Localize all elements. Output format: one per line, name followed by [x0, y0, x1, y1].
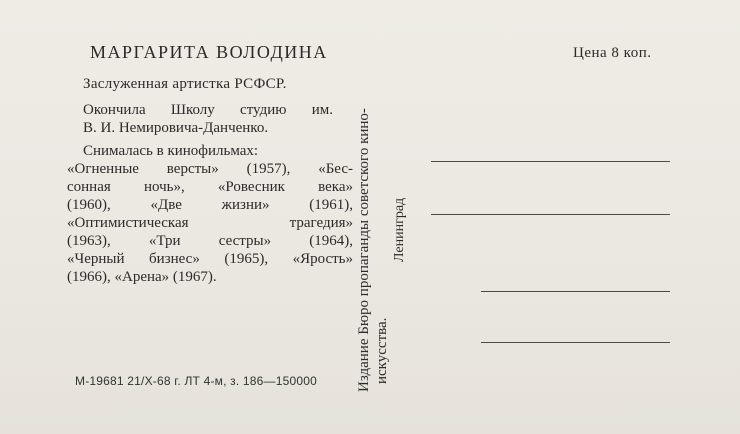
film-line: «Оптимистическая трагедия» [67, 215, 353, 231]
actress-name: МАРГАРИТА ВОЛОДИНА [90, 42, 328, 62]
address-line [431, 214, 670, 215]
city-label: Ленинград [392, 197, 407, 262]
film-list [67, 160, 353, 286]
price-label: Цена 8 коп. [573, 45, 652, 61]
publisher-line-1: Издание Бюро пропаганды советского кино- [356, 108, 372, 392]
address-line [481, 342, 670, 343]
education-line: Окончила Школу студию им. [83, 102, 333, 118]
education-line: В. И. Немировича-Данченко. [83, 120, 269, 136]
education-text [83, 101, 333, 137]
film-line: (1966), «Арена» (1967). [67, 269, 217, 285]
address-line [481, 291, 670, 292]
publisher-line-2: искусства. [374, 317, 390, 384]
honorary-title: Заслуженная артистка РСФСР. [83, 76, 287, 92]
film-line: (1960), «Две жизни» (1961), [67, 197, 353, 213]
address-line [431, 161, 670, 162]
film-line: «Черный бизнес» (1965), «Ярость» [67, 251, 353, 267]
films-intro: Снималась в кинофильмах: [83, 143, 259, 159]
print-imprint: М-19681 21/X-68 г. ЛТ 4-м, з. 186—150000 [75, 374, 317, 388]
film-line: сонная ночь», «Ровесник века» [67, 179, 353, 195]
film-line: «Огненные версты» (1957), «Бес- [67, 161, 353, 177]
film-line: (1963), «Три сестры» (1964), [67, 233, 353, 249]
